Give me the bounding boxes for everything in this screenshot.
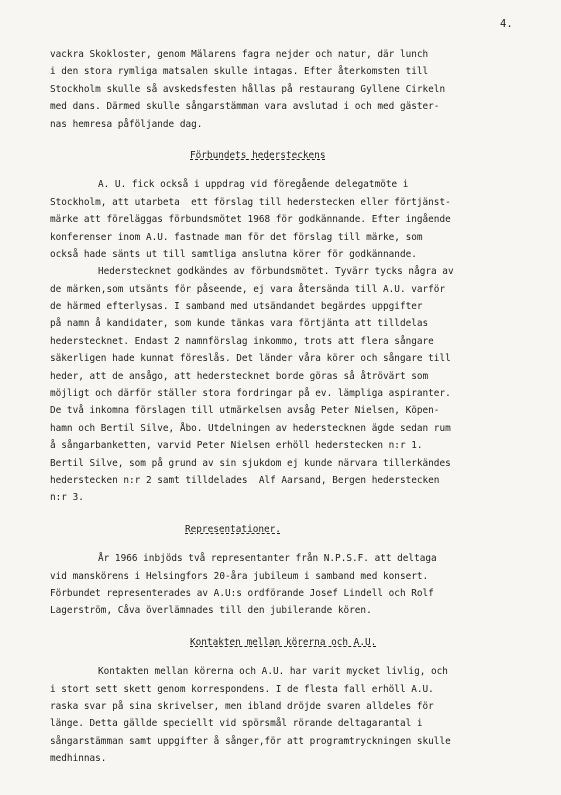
text-line: A. U. fick också i uppdrag vid föregående delegatmöte i [98, 179, 409, 191]
text-line: medhinnas. [50, 753, 107, 765]
text-line: Kontakten mellan körerna och A.U. har varit mycket livlig, och [98, 666, 448, 678]
text-line: Förbundet representerades av A.U:s ordförande Josef Lindell och Rolf [50, 587, 434, 599]
text-line: Lagerström, Cåva överlämnades till den jubilerande kören. [50, 605, 372, 617]
text-line: å sångarbanketten, varvid Peter Nielsen erhöll hederstecken n:r 1. [50, 440, 423, 452]
text-line: Stockholm skulle så avskedsfesten hållas på restaurang Gyllene Cirkeln [50, 83, 446, 95]
section-heading-hederstecken: Förbundets hedersteckens [190, 149, 326, 161]
text-line: på namn å kandidater, som kunde tänkas vara förtjänta att tilldelas [50, 318, 429, 330]
text-line: sångarstämman samt uppgifter å sånger,för att programtryckningen skulle [50, 735, 451, 747]
text-line: hamn och Bertil Silve, Åbo. Utdelningen av hederstecknen ägde sedan rum [50, 422, 451, 434]
text-line: möjligt och därför ställer stora fordringar på ev. lämpliga aspiranter. [50, 388, 451, 400]
section-body-kontakten [50, 663, 550, 767]
page-number: 4. [500, 18, 513, 30]
document-body [50, 46, 550, 767]
text-line: i den stora rymliga matsalen skulle intagas. Efter återkomsten till [50, 66, 429, 78]
text-line: Hederstecknet godkändes av förbundsmötet. Tyvärr tycks några av [98, 266, 454, 278]
text-line: de härmed efterlysas. I samband med utsändandet begärdes uppgifter [50, 301, 423, 313]
section-heading-representationer: Representationer. [185, 523, 281, 535]
section-body-representationer [50, 550, 550, 620]
text-line: länge. Detta gällde speciellt vid spörsmål rörande deltagarantal i [50, 718, 423, 730]
text-line: också hade sänts ut till samtliga anslutna körer för godkännande. [50, 248, 417, 260]
text-line: vackra Skokloster, genom Mälarens fagra nejder och natur, där lunch [50, 49, 429, 60]
text-line: hederstecknet. Endast 2 namnförslag inkommo, trots att flera sångare [50, 335, 434, 347]
text-line: hederstecken n:r 2 samt tilldelades Alf Aarsand, Bergen hederstecken [50, 474, 440, 486]
text-line: i stort sett skett genom korrespondens. I de flesta fall erhöll A.U. [50, 683, 434, 695]
text-line: konferenser inom A.U. fastnade man för det förslag till märke, som [50, 231, 423, 243]
text-line: de märken,som utsänts för påseende, ej vara återsända till A.U. varför [50, 283, 446, 295]
section-body-hederstecken [50, 176, 550, 506]
intro-paragraph [50, 46, 550, 133]
text-line: nas hemresa påföljande dag. [50, 118, 203, 130]
text-line: Stockholm, att utarbeta ett förslag till hederstecken eller förtjänst- [50, 196, 451, 208]
text-line: säkerligen hade kunnat föreslås. Det länder våra körer och sångare till [50, 353, 451, 365]
text-line: De två inkomna förslagen till utmärkelsen avsåg Peter Nielsen, Köpen- [50, 405, 440, 417]
text-line: n:r 3. [50, 492, 84, 504]
text-line: vid manskörens i Helsingfors 20-åra jubileum i samband med konsert. [50, 570, 429, 582]
text-line: märke att föreläggas förbundsmötet 1968 för godkännande. Efter ingående [50, 214, 451, 226]
text-line: År 1966 inbjöds två representanter från N.P.S.F. att deltaga [98, 553, 437, 565]
text-line: raska svar på sina skrivelser, men ibland dröjde svaren alldeles för [50, 700, 434, 712]
text-line: heder, att de ansågo, att hederstecknet borde göras så åtrövärt som [50, 370, 429, 382]
text-line: Bertil Silve, som på grund av sin sjukdom ej kunde närvara tillerkändes [50, 457, 451, 469]
text-line: med dans. Därmed skulle sångarstämman vara avslutad i och med gäster- [50, 101, 440, 113]
section-heading-kontakten: Kontakten mellan körerna och A.U. [190, 636, 377, 648]
